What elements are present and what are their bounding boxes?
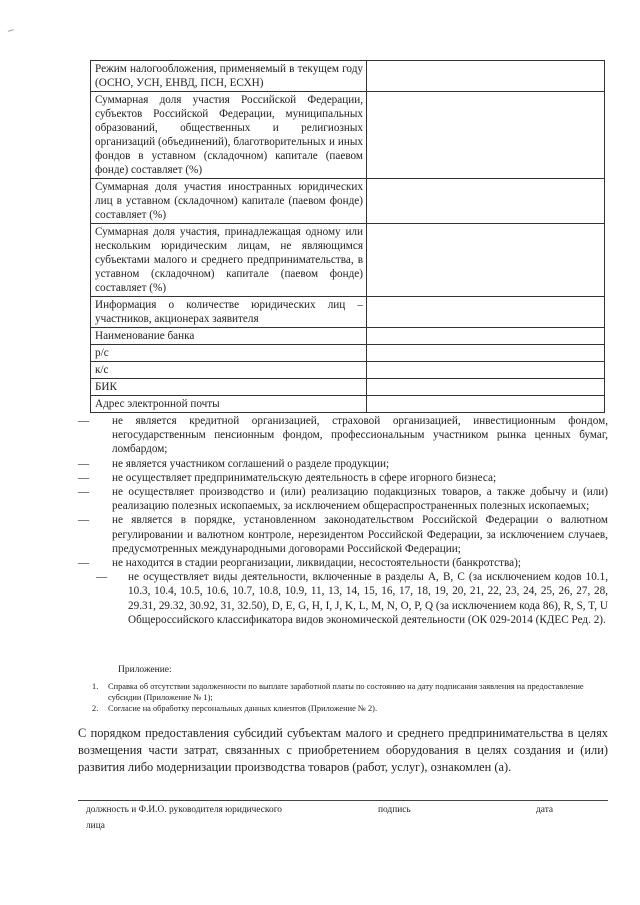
table-cell-value [367, 297, 605, 328]
dash-marker: — [78, 415, 90, 427]
dash-marker: — [78, 457, 90, 470]
declarations-list [78, 414, 608, 627]
list-item-text: не осуществляет производство и (или) реализацию подакцизных товаров, а также добычу и (или) реализацию полезных ископаемых, за исключением общераспространенных полезных ископаемых; [112, 486, 608, 513]
table-cell-value [367, 61, 605, 92]
applicant-info-table [90, 60, 605, 413]
signature-line [78, 800, 608, 801]
dash-marker: — [78, 557, 90, 570]
table-cell-value [367, 92, 605, 179]
list-item [78, 471, 608, 485]
table-cell-value [367, 328, 605, 345]
list-item-text: не является кредитной организацией, страховой организацией, инвестиционным фондом, негосударственным пенсионным фондом, профессиональным участником рынка ценных бумаг, ломбардом; [112, 415, 608, 456]
table-row [91, 179, 605, 224]
table-cell-value [367, 379, 605, 396]
table-row [91, 345, 605, 362]
table-row [91, 297, 605, 328]
annex-item-number: 2. [92, 704, 99, 713]
list-item [78, 570, 608, 627]
table-cell-label: Наименование банка [91, 328, 367, 345]
annex-item [92, 703, 612, 714]
table-cell-value [367, 345, 605, 362]
table-row [91, 92, 605, 179]
table-cell-label: Суммарная доля участия Российской Федерации, субъектов Российской Федерации, муниципальных образований, общественных и религиозных организаций (объединений), благотворительных и иных фондов в уставном (складочном) капитале (паевом фонде) составляет (%) [91, 92, 367, 179]
table-cell-value [367, 179, 605, 224]
table-cell-label: Режим налогообложения, применяемый в текущем году (ОСНО, УСН, ЕНВД, ПСН, ЕСХН) [91, 61, 367, 92]
table-cell-label: Информация о количестве юридических лиц –участников, акционерах заявителя [91, 297, 367, 328]
list-item-text: не является в порядке, установленном законодательством Российской Федерации о валютном регулировании и валютном контроле, нерезидентом Российской Федерации, за исключением случаев, предусмотренных международными договорами Российской Федерации; [112, 514, 608, 555]
list-item [78, 485, 608, 513]
list-item [78, 513, 608, 556]
annex-item-text: Согласие на обработку персональных данных клиентов (Приложение № 2). [108, 704, 378, 713]
table-cell-label: р/с [91, 345, 367, 362]
dash-marker: — [78, 486, 90, 499]
date-label: дата [536, 805, 554, 815]
table-row [91, 224, 605, 297]
list-item-text: не осуществляет виды деятельности, включенные в разделы A, B, C (за исключением кодов 10.1, 10.3, 10.4, 10.5, 10.6, 10.7, 10.8, 10.9, 11, 13, 14, 15, 16, 17, 18, 19, 20, 21, 22, 23, 24, 25, 26, 27, 28, 29.31, 29.32, 30.92, 31, 32.50), D, E, G, H, I, J, K, L, M, N, O, P, Q (за исключением кода 86), R, S, T, U Общероссийского классификатора видов экономической деятельности (ОК 029-2014 (КДЕС Ред. 2). [128, 571, 608, 626]
acknowledgement-statement: С порядком предоставления субсидий субъектам малого и среднего предпринимательства в целях возмещения части затрат, связанных с приобретением оборудования в целях создания и (или) развития либо модернизации производства товаров (работ, услуг), ознакомлен (а). [78, 726, 608, 774]
table-cell-label: Суммарная доля участия, принадлежащая одному или нескольким юридическим лицам, не являющимся субъектами малого и среднего предпринимательства, в уставном (складочном) капитале (паевом фонде) составляет (%) [91, 224, 367, 297]
list-item-text: не осуществляет предпринимательскую деятельность в сфере игорного бизнеса; [112, 471, 497, 484]
table-cell-label: БИК [91, 379, 367, 396]
table-row [91, 362, 605, 379]
annex-section [92, 665, 612, 714]
list-item-text: не находится в стадии реорганизации, ликвидации, несостоятельности (банкротства); [112, 557, 521, 570]
annex-item [92, 681, 612, 703]
list-item [78, 414, 608, 457]
list-item [78, 457, 608, 471]
annex-title: Приложение: [118, 665, 172, 675]
table-row [91, 379, 605, 396]
table-cell-value [367, 224, 605, 297]
position-name-label: должность и Ф.И.О. руководителя юридического лица [86, 805, 282, 831]
table-cell-label: Суммарная доля участия иностранных юридических лиц в уставном (складочном) капитале (паевом фонде) составляет (%) [91, 179, 367, 224]
dash-marker: — [96, 571, 108, 584]
scan-mark [8, 29, 15, 33]
dash-marker: — [78, 514, 90, 527]
list-item [78, 556, 608, 570]
table-cell-value [367, 396, 605, 413]
table-cell-label: к/с [91, 362, 367, 379]
signature-label: подпись [378, 805, 411, 815]
list-item-text: не является участником соглашений о разделе продукции; [112, 457, 390, 470]
dash-marker: — [78, 471, 90, 484]
table-cell-value [367, 362, 605, 379]
table-row [91, 328, 605, 345]
annex-item-text: Справка об отсутствии задолженности по выплате заработной платы по состоянию на дату подписания заявления на предоставление субсидии (Приложение № 1); [108, 682, 584, 702]
table-cell-label: Адрес электронной почты [91, 396, 367, 413]
table-row [91, 396, 605, 413]
annex-item-number: 1. [92, 682, 99, 691]
table-row [91, 61, 605, 92]
